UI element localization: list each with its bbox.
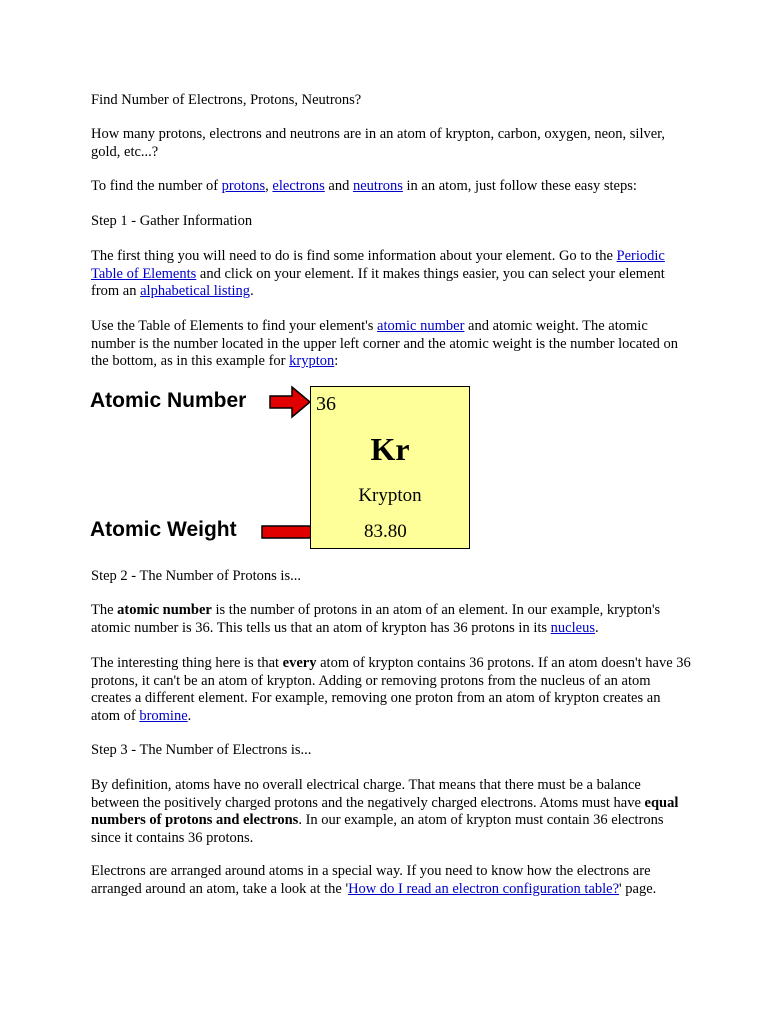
alphabetical-listing-link[interactable]: alphabetical listing	[140, 283, 251, 299]
text-span: The interesting thing here is that	[91, 655, 283, 671]
bromine-link[interactable]: bromine	[139, 707, 188, 724]
periodic-table-link[interactable]: Periodic Table of Elements	[91, 248, 665, 282]
nucleus-link[interactable]: nucleus	[550, 619, 595, 636]
step2-paragraph-2	[91, 655, 691, 725]
step1-paragraph-2	[91, 318, 691, 371]
step1-paragraph-1	[91, 248, 691, 301]
krypton-element-figure	[90, 384, 480, 550]
text-span: and click on your element. If it makes things easier, you can select your element from an	[91, 265, 665, 299]
step2-heading: Step 2 - The Number of Protons is...	[91, 568, 301, 584]
text-span: The	[91, 602, 118, 618]
text-span: To find the number of	[91, 178, 222, 194]
text-span: Use the Table of Elements to find your element's	[91, 318, 378, 334]
step2-paragraph-1	[91, 602, 691, 637]
element-atomic-number: 36	[316, 393, 336, 415]
text-span: .	[594, 619, 599, 636]
text-span: and	[324, 178, 353, 194]
element-symbol: Kr	[370, 431, 410, 467]
step1-heading: Step 1 - Gather Information	[91, 213, 253, 229]
text-span: :	[334, 353, 339, 369]
electrons-link[interactable]: electrons	[272, 178, 325, 194]
text-span: and atomic weight. The atomic number is the number located in the upper left corner and the atomic weight is the number located on the bottom, as in this example for	[91, 318, 679, 369]
step3-paragraph-2	[91, 863, 691, 898]
atomic-weight-label: Atomic Weight	[90, 518, 237, 541]
step3-paragraph-1	[91, 777, 691, 847]
text-span: Electrons are arranged around atoms in a special way. If you need to know how the electrons are arranged around an atom, take a look at the '	[91, 863, 651, 897]
atomic-number-link[interactable]: atomic number	[377, 318, 465, 334]
krypton-link[interactable]: krypton	[289, 353, 335, 369]
text-span: .	[187, 707, 192, 724]
intro-paragraph: How many protons, electrons and neutrons are in an atom of krypton, carbon, oxygen, neon, silver, gold, etc...?	[91, 126, 666, 160]
text-span: .	[250, 283, 254, 299]
bold-term: equal numbers of protons and electrons	[91, 794, 679, 828]
neutrons-link[interactable]: neutrons	[352, 178, 403, 194]
page-title: Find Number of Electrons, Protons, Neutrons?	[91, 92, 362, 108]
protons-link[interactable]: protons	[221, 178, 266, 194]
bold-term: every	[282, 655, 317, 671]
atomic-number-label: Atomic Number	[90, 389, 247, 412]
element-atomic-weight: 83.80	[364, 521, 407, 542]
text-span: is the number of protons in an atom of an element. In our example, krypton's atomic number is 36. This tells us that an atom of krypton has 36 protons in its	[91, 602, 661, 636]
find-paragraph	[91, 178, 691, 196]
text-span: ,	[265, 178, 273, 194]
step3-heading: Step 3 - The Number of Electrons is...	[91, 742, 312, 758]
atomic-number-arrow-icon	[268, 385, 312, 419]
text-span: . In our example, an atom of krypton must contain 36 electrons since it contains 36 protons.	[91, 812, 664, 846]
element-name: Krypton	[358, 485, 422, 506]
text-span: atom of krypton contains 36 protons. If an atom doesn't have 36 protons, it can't be an atom of krypton. Adding or removing protons from the nucleus of an atom creates a different element. For example, removing one proton from an atom of krypton creates an atom of	[91, 655, 691, 724]
text-span: The first thing you will need to do is find some information about your element. Go to the	[91, 248, 617, 264]
electron-config-link[interactable]: How do I read an electron configuration table?	[348, 880, 620, 897]
text-span: By definition, atoms have no overall electrical charge. That means that there must be a balance between the positively charged protons and the negatively charged electrons. Atoms must have	[91, 777, 645, 811]
text-span: in an atom, just follow these easy steps:	[402, 178, 637, 194]
bold-term: atomic number	[117, 602, 212, 618]
element-tile	[310, 386, 470, 549]
text-span: ' page.	[619, 880, 657, 897]
